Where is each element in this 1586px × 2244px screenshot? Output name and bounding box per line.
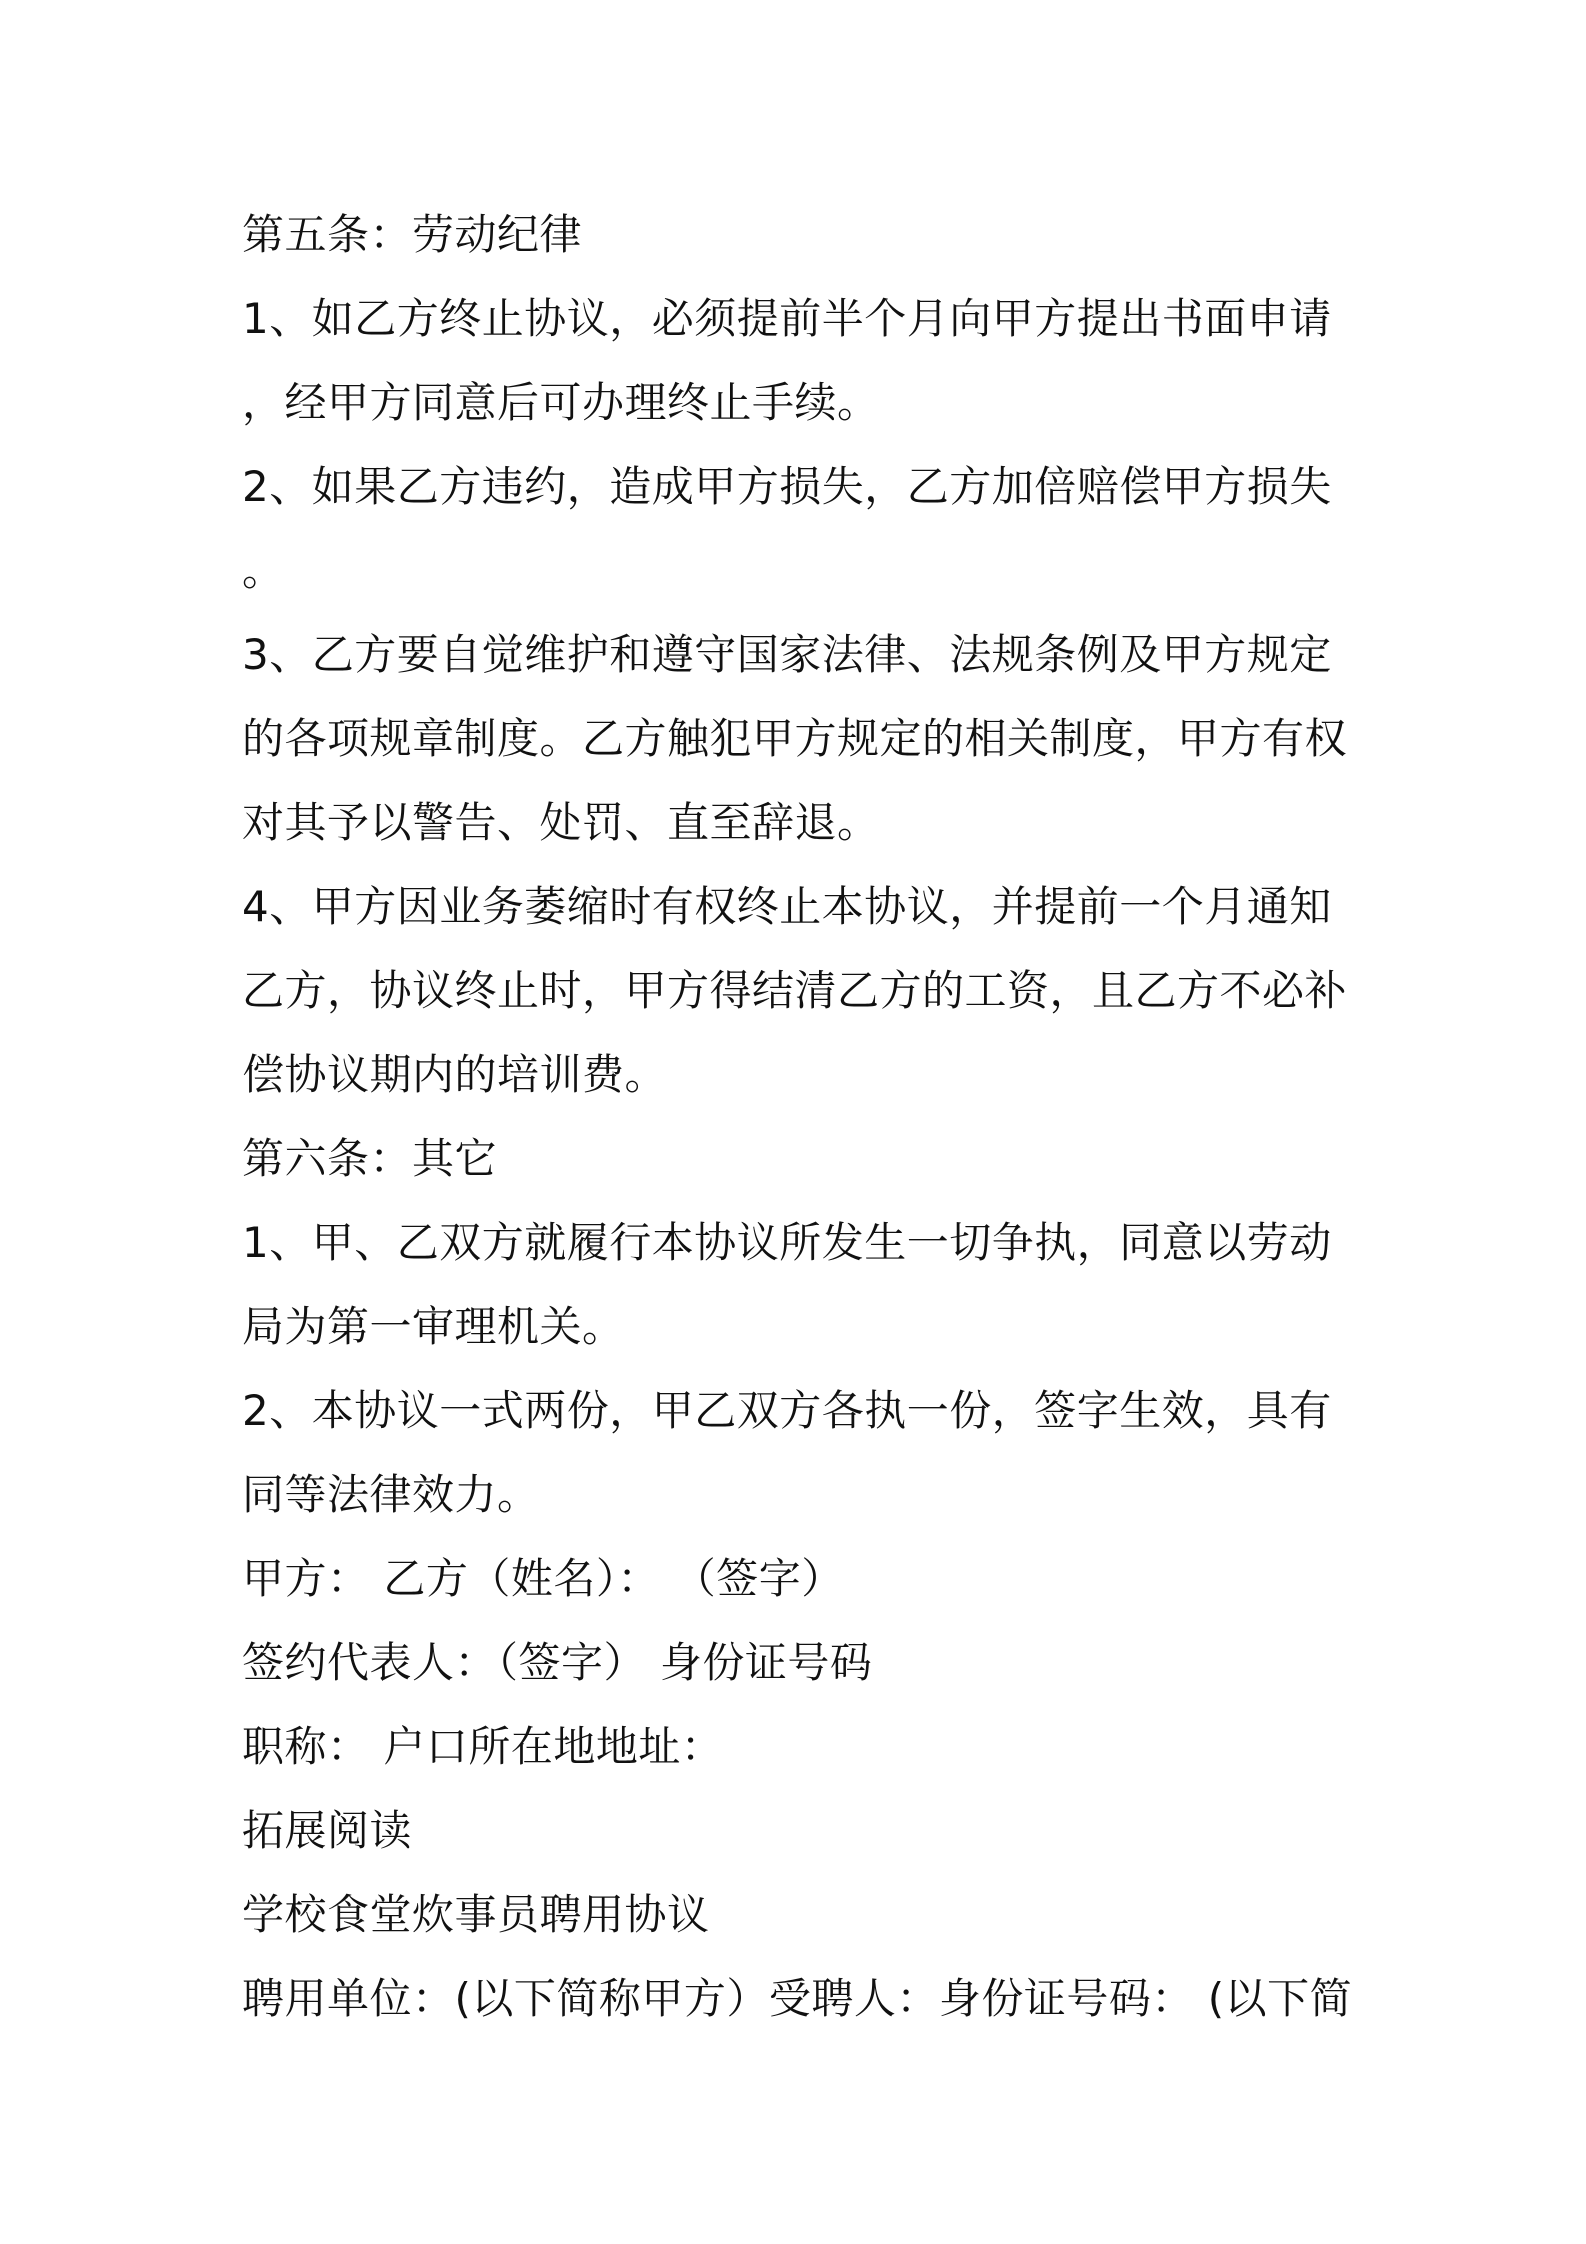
section-heading-article-5: 第五条：劳动纪律 (242, 210, 583, 259)
clause-5-4-line-1: 4、甲方因业务萎缩时有权终止本协议，并提前一个月通知 (242, 882, 1332, 931)
document-body (242, 193, 1362, 2041)
clause-5-3-line-2: 的各项规章制度。乙方触犯甲方规定的相关制度，甲方有权 (242, 714, 1348, 763)
signature-representative-line: 签约代表人：（签字） 身份证号码 (242, 1638, 873, 1687)
clause-6-1-line-1: 1、甲、乙双方就履行本协议所发生一切争执，同意以劳动 (242, 1218, 1332, 1267)
agreement-title: 学校食堂炊事员聘用协议 (242, 1890, 710, 1939)
clause-5-2-line-1: 2、如果乙方违约，造成甲方损失，乙方加倍赔偿甲方损失 (242, 462, 1332, 511)
clause-5-3-line-1: 3、乙方要自觉维护和遵守国家法律、法规条例及甲方规定 (242, 630, 1332, 679)
signature-party-line: 甲方： 乙方（姓名）： （签字） (242, 1554, 844, 1603)
clause-6-2-line-1: 2、本协议一式两份，甲乙双方各执一份，签字生效，具有 (242, 1386, 1332, 1435)
clause-6-2-line-2: 同等法律效力。 (242, 1470, 540, 1519)
section-heading-article-6: 第六条：其它 (242, 1134, 498, 1183)
employer-employee-line: 聘用单位：(以下简称甲方）受聘人：身份证号码： (以下简 (242, 1974, 1353, 2023)
signature-title-address-line: 职称： 户口所在地地址： (242, 1722, 724, 1771)
clause-5-1-line-2: ，经甲方同意后可办理终止手续。 (242, 378, 880, 427)
extended-reading-heading: 拓展阅读 (242, 1806, 413, 1855)
clause-5-1-line-1: 1、如乙方终止协议，必须提前半个月向甲方提出书面申请 (242, 294, 1332, 343)
clause-6-1-line-2: 局为第一审理机关。 (242, 1302, 625, 1351)
clause-5-4-line-3: 偿协议期内的培训费。 (242, 1050, 668, 1099)
clause-5-3-line-3: 对其予以警告、处罚、直至辞退。 (242, 798, 880, 847)
clause-5-4-line-2: 乙方，协议终止时，甲方得结清乙方的工资，且乙方不必补 (242, 966, 1348, 1015)
clause-5-2-line-2: 。 (242, 546, 285, 595)
